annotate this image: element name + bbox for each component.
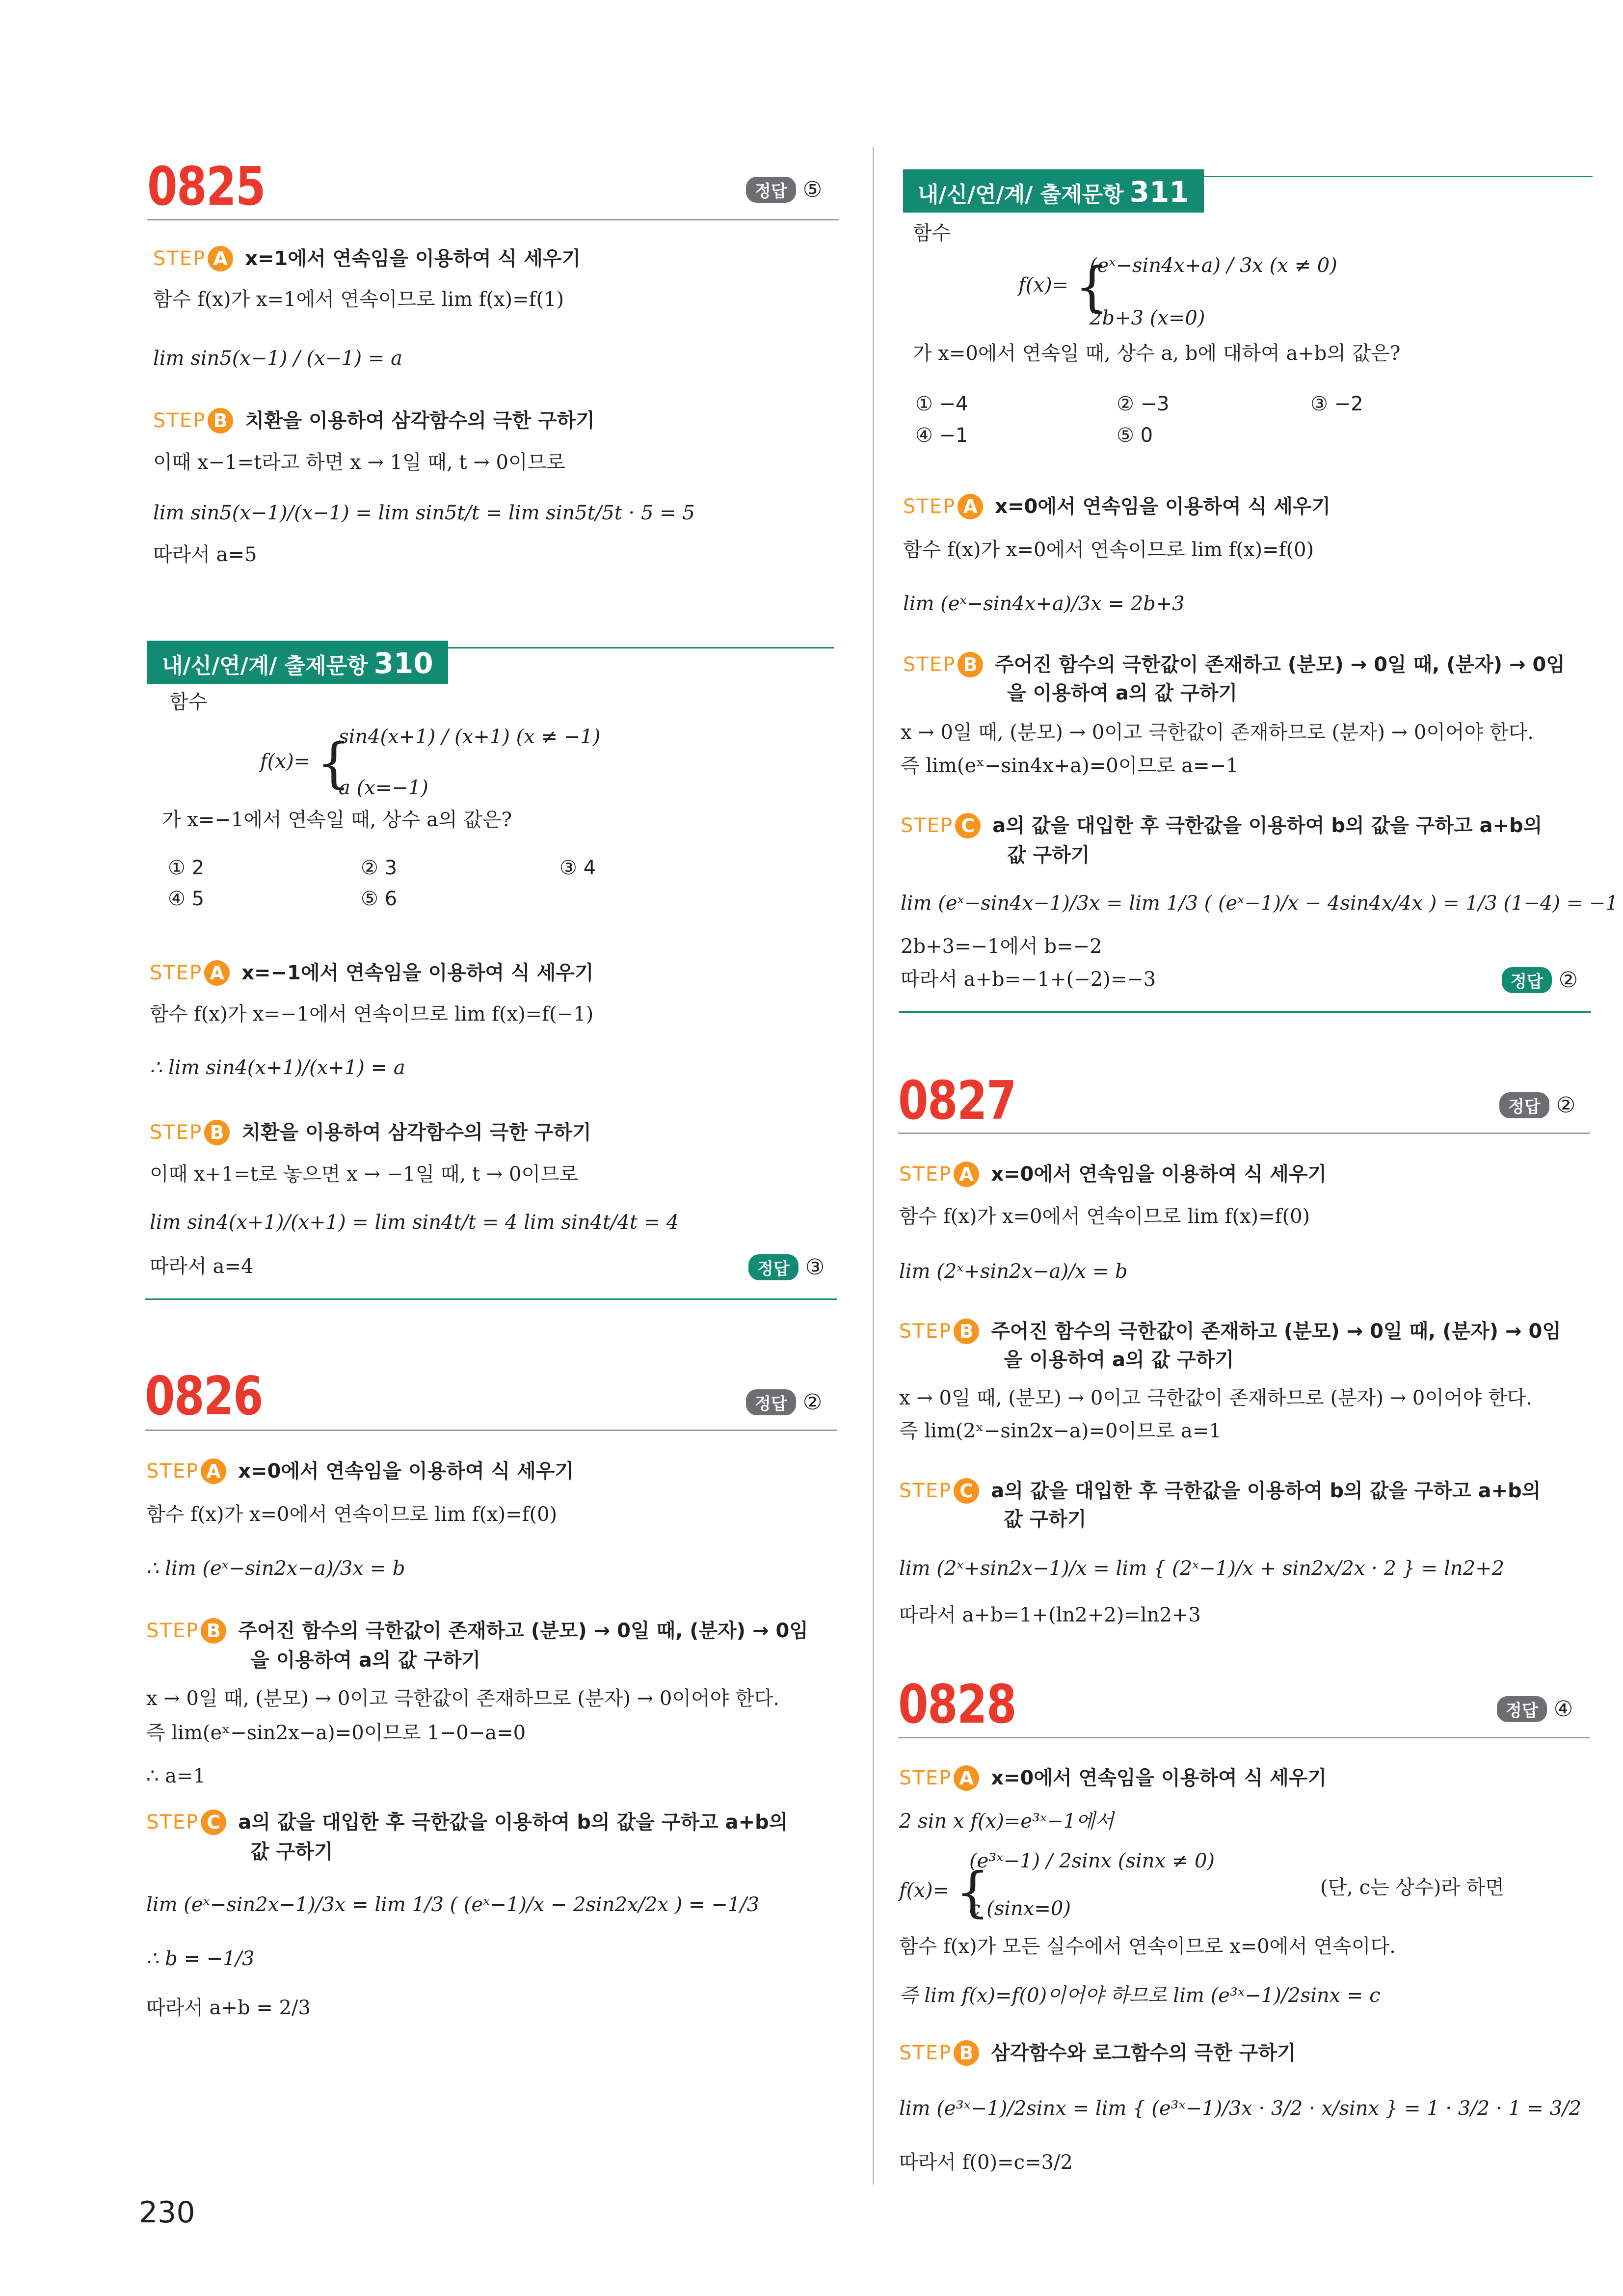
step-c-311: STEP C a의 값을 대입한 후 극한값을 이용하여 b의 값을 구하고 a+b의 — [901, 810, 1542, 838]
formula: lim sin4(x+1)/(x+1) = lim sin4t/t = 4 lim sin4t/4t = 4 — [150, 1211, 679, 1234]
function-def: f(x)= { — [1018, 255, 1109, 318]
answer-310 — [748, 1254, 825, 1280]
question: 가 x=0에서 연속일 때, 상수 a, b에 대하여 a+b의 값은? — [913, 342, 1401, 365]
step-b-311-cont: 을 이용하여 a의 값 구하기 — [1007, 682, 1238, 704]
step-b-icon: B — [204, 1120, 230, 1145]
problem-number-0825: 0825 — [147, 156, 265, 217]
line: ∴ a=1 — [146, 1765, 206, 1787]
line: 이때 x−1=t라고 하면 x → 1일 때, t → 0이므로 — [153, 451, 565, 474]
step-c-icon: C — [955, 813, 981, 838]
related-problem-header: 내/신/연/계/ 출제문항 310 — [147, 641, 448, 684]
function-case-2: 2b+3 (x=0) — [1090, 307, 1205, 329]
step-a-310: STEP A x=−1에서 연속임을 이용하여 식 세우기 — [150, 957, 594, 986]
step-a-icon: A — [954, 1162, 979, 1187]
formula: ∴ lim (eˣ−sin2x−a)/3x = b — [146, 1557, 405, 1580]
choice-1[interactable]: ① −4 — [915, 393, 968, 415]
choice-2[interactable]: ② 3 — [361, 857, 398, 879]
answer-badge: 정답 — [1502, 967, 1552, 993]
step-a-icon: A — [204, 960, 230, 986]
line: 즉 lim(eˣ−sin2x−a)=0이므로 1−0−a=0 — [146, 1722, 526, 1744]
line: 따라서 a+b = 2/3 — [146, 1997, 311, 2019]
line: (단, c는 상수)라 하면 — [1320, 1876, 1504, 1899]
function-case-2: c (sinx=0) — [969, 1897, 1071, 1920]
line: 함수 f(x)가 x=0에서 연속이므로 lim f(x)=f(0) — [903, 539, 1314, 561]
function-def: f(x)= { — [899, 1861, 990, 1923]
line: x → 0일 때, (분모) → 0이고 극한값이 존재하므로 (분자) → 0이어야 한다. — [899, 1387, 1532, 1409]
answer-0827 — [1499, 1092, 1575, 1118]
formula: lim sin5(x−1)/(x−1) = lim sin5t/t = lim sin5t/5t · 5 = 5 — [153, 502, 695, 524]
page-number: 230 — [139, 2195, 195, 2230]
step-c-311-cont: 값 구하기 — [1007, 844, 1090, 866]
formula: lim (2ˣ+sin2x−a)/x = b — [899, 1260, 1128, 1283]
step-a-icon: A — [208, 246, 233, 271]
related-problem-header: 내/신/연/계/ 출제문항 311 — [903, 169, 1204, 213]
answer-311 — [1502, 967, 1578, 993]
function-def: f(x)= { — [260, 731, 351, 794]
problem-number-0826: 0826 — [145, 1366, 263, 1427]
line: 함수 f(x)가 x=−1에서 연속이므로 lim f(x)=f(−1) — [150, 1003, 594, 1026]
section-divider — [899, 1011, 1591, 1013]
header-rule — [898, 1737, 1590, 1738]
line: 이때 x+1=t로 놓으면 x → −1일 때, t → 0이므로 — [150, 1163, 579, 1186]
line: 따라서 f(0)=c=3/2 — [899, 2151, 1073, 2174]
step-b-icon: B — [958, 652, 983, 677]
formula: lim (eˣ−sin4x−1)/3x = lim 1/3 ( (eˣ−1)/x − 4sin4x/4x ) = 1/3 (1−4) = −1 — [901, 892, 1618, 915]
line: x → 0일 때, (분모) → 0이고 극한값이 존재하므로 (분자) → 0이어야 한다. — [146, 1687, 779, 1710]
line: 함수 f(x)가 x=1에서 연속이므로 lim f(x)=f(1) — [153, 288, 564, 311]
answer-value: ④ — [1553, 1697, 1573, 1722]
choice-3[interactable]: ③ 4 — [559, 857, 596, 879]
step-a-icon: A — [958, 494, 983, 519]
related-problem-rule — [1195, 176, 1593, 177]
related-problem-rule — [442, 647, 834, 648]
step-c-0826: STEP C a의 값을 대입한 후 극한값을 이용하여 b의 값을 구하고 a+b의 — [146, 1807, 788, 1835]
answer-0825 — [746, 177, 822, 203]
line: 2b+3=−1에서 b=−2 — [901, 935, 1102, 958]
answer-value: ③ — [805, 1255, 825, 1280]
question: 가 x=−1에서 연속일 때, 상수 a의 값은? — [162, 809, 512, 831]
function-case-1: (e³ˣ−1) / 2sinx (sinx ≠ 0) — [969, 1850, 1215, 1872]
choice-4[interactable]: ④ −1 — [915, 424, 968, 447]
step-b-icon: B — [954, 2040, 979, 2066]
step-b-0826-cont: 을 이용하여 a의 값 구하기 — [250, 1649, 481, 1672]
answer-badge: 정답 — [746, 1389, 796, 1415]
formula: 즉 lim f(x)=f(0)이어야 하므로 lim (e³ˣ−1)/2sinx = c — [899, 1984, 1381, 2007]
problem-number-0828: 0828 — [898, 1674, 1016, 1735]
step-a-0827: STEP A x=0에서 연속임을 이용하여 식 세우기 — [899, 1159, 1327, 1187]
formula: 2 sin x f(x)=e³ˣ−1에서 — [899, 1810, 1114, 1833]
line: 따라서 a=5 — [153, 543, 257, 566]
choice-5[interactable]: ⑤ 0 — [1117, 424, 1153, 447]
function-case-2: a (x=−1) — [339, 777, 428, 799]
formula: lim (eˣ−sin2x−1)/3x = lim 1/3 ( (eˣ−1)/x − 2sin2x/2x ) = −1/3 — [146, 1893, 760, 1916]
step-b-311: STEP B 주어진 함수의 극한값이 존재하고 (분모) → 0일 때, (분자) → 0임 — [903, 649, 1565, 677]
step-c-0827-cont: 값 구하기 — [1004, 1508, 1087, 1531]
line: 함수 f(x)가 x=0에서 연속이므로 lim f(x)=f(0) — [146, 1503, 558, 1526]
step-b-0827-cont: 을 이용하여 a의 값 구하기 — [1004, 1349, 1234, 1371]
choice-5[interactable]: ⑤ 6 — [361, 888, 398, 910]
line: 함수 f(x)가 모든 실수에서 연속이므로 x=0에서 연속이다. — [899, 1935, 1396, 1958]
answer-badge: 정답 — [1499, 1092, 1549, 1118]
answer-value: ② — [1556, 1093, 1576, 1118]
header-rule — [147, 219, 839, 220]
step-c-0827: STEP C a의 값을 대입한 후 극한값을 이용하여 b의 값을 구하고 a+b의 — [899, 1475, 1541, 1504]
line: 즉 lim(2ˣ−sin2x−a)=0이므로 a=1 — [899, 1420, 1222, 1442]
choice-4[interactable]: ④ 5 — [168, 888, 205, 910]
line: 따라서 a+b=1+(ln2+2)=ln2+3 — [899, 1604, 1201, 1626]
step-b-icon: B — [208, 408, 233, 433]
line: 따라서 a+b=−1+(−2)=−3 — [901, 968, 1156, 991]
step-b-0827: STEP B 주어진 함수의 극한값이 존재하고 (분모) → 0일 때, (분자) → 0임 — [899, 1316, 1561, 1344]
line: x → 0일 때, (분모) → 0이고 극한값이 존재하므로 (분자) → 0이어야 한다. — [901, 721, 1534, 744]
step-a-0828: STEP A x=0에서 연속임을 이용하여 식 세우기 — [899, 1762, 1327, 1791]
answer-value: ② — [802, 1390, 823, 1415]
step-a-0825: STEP A x=1에서 연속임을 이용하여 식 세우기 — [153, 243, 581, 271]
line: 따라서 a=4 — [150, 1255, 254, 1278]
line: 함수 — [169, 691, 208, 713]
step-c-icon: C — [201, 1810, 226, 1835]
answer-badge: 정답 — [748, 1254, 798, 1280]
answer-badge: 정답 — [1497, 1696, 1547, 1722]
step-a-icon: A — [201, 1459, 226, 1484]
line: 함수 — [913, 222, 951, 244]
column-divider — [873, 147, 874, 2185]
formula: ∴ b = −1/3 — [146, 1947, 255, 1970]
section-divider — [145, 1298, 837, 1300]
step-a-0826: STEP A x=0에서 연속임을 이용하여 식 세우기 — [146, 1456, 574, 1484]
formula: lim (eˣ−sin4x+a)/3x = 2b+3 — [903, 593, 1185, 615]
answer-0826 — [746, 1389, 822, 1415]
formula: ∴ lim sin4(x+1)/(x+1) = a — [150, 1056, 405, 1079]
formula: lim (2ˣ+sin2x−1)/x = lim { (2ˣ−1)/x + sin2x/2x · 2 } = ln2+2 — [899, 1557, 1505, 1580]
answer-badge: 정답 — [746, 177, 796, 203]
choice-3[interactable]: ③ −2 — [1310, 393, 1363, 415]
line: 함수 f(x)가 x=0에서 연속이므로 lim f(x)=f(0) — [899, 1205, 1310, 1228]
header-rule — [898, 1133, 1590, 1134]
choice-2[interactable]: ② −3 — [1117, 393, 1170, 415]
step-c-icon: C — [954, 1478, 979, 1504]
formula: lim (e³ˣ−1)/2sinx = lim { (e³ˣ−1)/3x · 3/2 · x/sinx } = 1 · 3/2 · 1 = 3/2 — [899, 2097, 1582, 2120]
header-rule — [145, 1430, 837, 1431]
answer-value: ② — [1558, 968, 1578, 993]
step-b-icon: B — [201, 1618, 226, 1644]
step-c-0826-cont: 값 구하기 — [250, 1840, 333, 1863]
line: 즉 lim(eˣ−sin4x+a)=0이므로 a=−1 — [901, 755, 1239, 777]
step-b-0828: STEP B 삼각함수와 로그함수의 극한 구하기 — [899, 2037, 1296, 2066]
choice-1[interactable]: ① 2 — [168, 857, 205, 879]
answer-0828 — [1497, 1696, 1573, 1722]
function-case-1: sin4(x+1) / (x+1) (x ≠ −1) — [339, 726, 601, 748]
answer-value: ⑤ — [802, 177, 823, 202]
step-a-icon: A — [954, 1765, 979, 1791]
step-b-0826: STEP B 주어진 함수의 극한값이 존재하고 (분모) → 0일 때, (분자) → 0임 — [146, 1615, 808, 1644]
step-a-311: STEP A x=0에서 연속임을 이용하여 식 세우기 — [903, 491, 1330, 519]
problem-number-0827: 0827 — [898, 1070, 1016, 1132]
step-b-0825: STEP B 치환을 이용하여 삼각함수의 극한 구하기 — [153, 405, 595, 433]
step-b-310: STEP B 치환을 이용하여 삼각함수의 극한 구하기 — [150, 1117, 591, 1145]
formula: lim sin5(x−1) / (x−1) = a — [153, 347, 402, 370]
step-b-icon: B — [954, 1319, 979, 1344]
function-case-1: (eˣ−sin4x+a) / 3x (x ≠ 0) — [1090, 254, 1337, 277]
